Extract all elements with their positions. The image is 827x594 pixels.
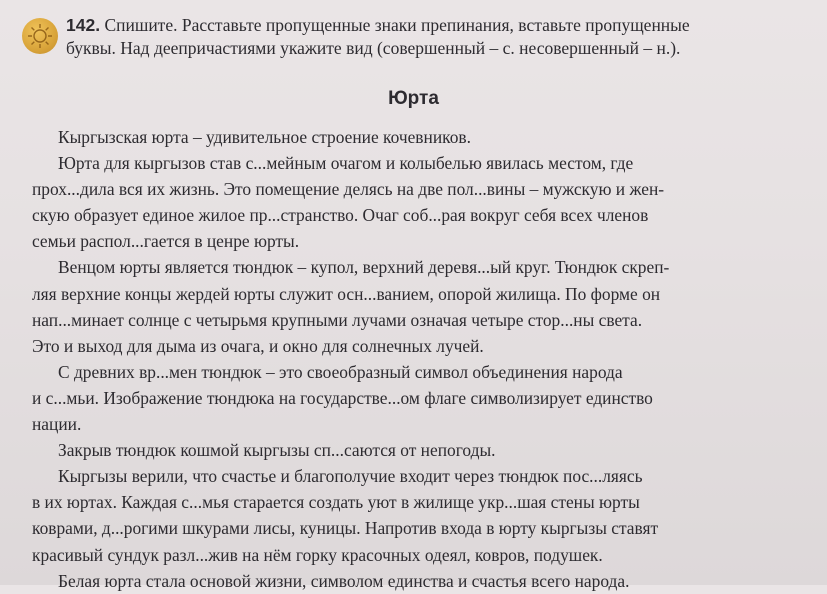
text-line: нап...минает солнце с четырьмя крупными лучами означая четыре стор...ны света. bbox=[32, 309, 643, 330]
text-line: Кыргызская юрта – удивительное строение кочевников. bbox=[58, 127, 471, 147]
paragraph bbox=[32, 568, 792, 594]
paragraph bbox=[32, 463, 792, 567]
text-line: ляя верхние концы жердей юрты служит осн...ванием, опорой жилища. По форме он bbox=[32, 283, 661, 304]
paragraph bbox=[32, 150, 792, 254]
task-line: Спишите. Расставьте пропущенные знаки препинания, вставьте пропущенные bbox=[104, 15, 690, 35]
text-line: С древних вр...мен тюндюк – это своеобразный символ объединения народа bbox=[58, 361, 623, 382]
text-title: Юрта bbox=[388, 88, 439, 109]
text-line: красивый сундук разл...жив на нём горку красочных одеял, ковров, подушек. bbox=[32, 544, 603, 565]
text-line: Белая юрта стала основой жизни, символом единства и счастья всего народа. bbox=[58, 570, 630, 591]
paragraph bbox=[32, 254, 792, 358]
text-line: прох...дила вся их жизнь. Это помещение делясь на две пол...вины – мужскую и жен- bbox=[32, 179, 665, 200]
text-line: семьи распол...гается в ценре юрты. bbox=[32, 231, 300, 252]
text-line: Это и выход для дыма из очага, и окно для солнечных лучей. bbox=[32, 335, 484, 356]
text-line: Кыргызы верили, что счастье и благополучие входит через тюндюк пос...ляясь bbox=[58, 466, 643, 487]
task-emblem-icon bbox=[22, 18, 58, 54]
text-line: в их юртах. Каждая с...мья старается создать уют в жилище укр...шая стены юрты bbox=[32, 492, 640, 513]
text-line: коврами, д...рогими шкурами лисы, куницы. Напротив входа в юрту кыргызы ставят bbox=[32, 518, 659, 539]
task-line: буквы. Над деепричастиями укажите вид (совершенный – с. несовершенный – н.). bbox=[66, 38, 681, 58]
task-number: 142. bbox=[66, 15, 101, 35]
text-line: Закрыв тюндюк кошмой кыргызы сп...саются от непогоды. bbox=[58, 440, 496, 461]
text-line: нации. bbox=[32, 414, 82, 435]
text-line: Венцом юрты является тюндюк – купол, верхний деревя...ый круг. Тюндюк скреп- bbox=[58, 257, 670, 278]
paragraph bbox=[32, 437, 792, 463]
text-line: и с...мьи. Изображение тюндюка на государстве...ом флаге символизирует единство bbox=[32, 387, 653, 408]
task-instructions bbox=[66, 14, 806, 60]
paragraph bbox=[32, 359, 792, 437]
text-line: скую образует единое жилое пр...странство. Очаг соб...рая вокруг себя всех членов bbox=[32, 205, 649, 226]
text-line: Юрта для кыргызов став с...мейным очагом и колыбелью явилась местом, где bbox=[58, 153, 634, 174]
exercise-text bbox=[32, 124, 792, 594]
paragraph bbox=[32, 124, 792, 150]
